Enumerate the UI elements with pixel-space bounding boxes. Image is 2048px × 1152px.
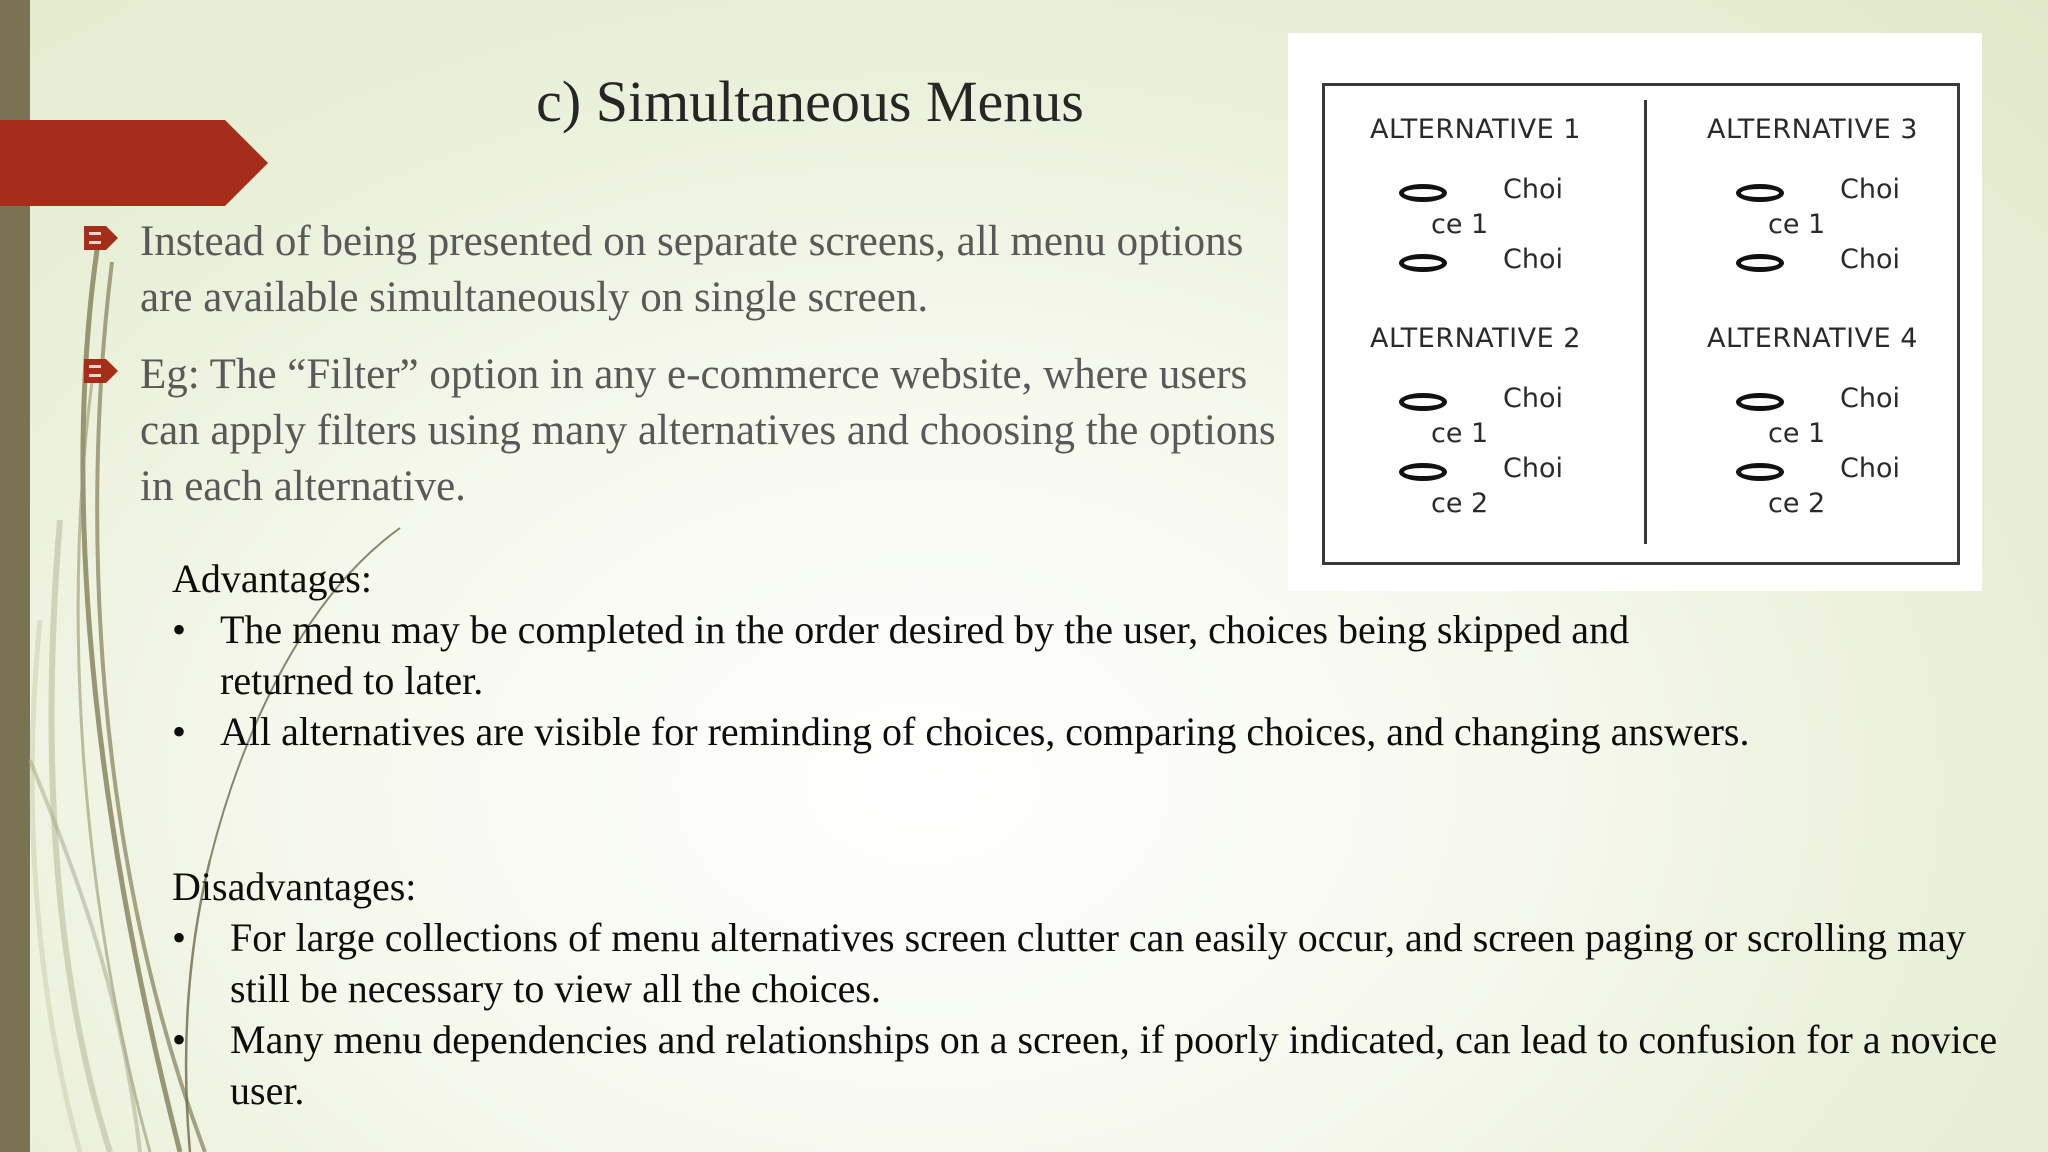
option-label-cont: ce 1 <box>1768 209 1826 240</box>
title-arrow-banner <box>0 120 270 206</box>
alternative-heading: ALTERNATIVE 2 <box>1370 323 1581 354</box>
disadvantage-item <box>172 1014 2012 1116</box>
advantage-item <box>172 706 1752 757</box>
bullet-dot: • <box>172 1017 187 1062</box>
option-label: Choi <box>1840 244 1900 275</box>
option-label-cont: ce 1 <box>1431 418 1489 449</box>
arrow-bullet-icon <box>84 359 118 383</box>
radio-icon[interactable] <box>1399 254 1447 272</box>
slide-title: c) Simultaneous Menus <box>536 69 1084 134</box>
option-label: Choi <box>1840 383 1900 414</box>
figure-divider <box>1644 100 1647 544</box>
option-label-cont: ce 2 <box>1431 488 1489 519</box>
arrow-bullet-icon <box>84 226 118 250</box>
alternative-heading: ALTERNATIVE 3 <box>1707 114 1918 145</box>
option-label-cont: ce 1 <box>1431 209 1489 240</box>
disadvantages-section <box>172 862 2012 1116</box>
bullet-dot: • <box>172 709 187 754</box>
main-bullet-list <box>84 214 1284 536</box>
radio-icon[interactable] <box>1399 184 1447 202</box>
bullet-dot: • <box>172 915 187 960</box>
disadvantage-item <box>172 912 2012 1014</box>
option-label-cont: ce 2 <box>1768 488 1826 519</box>
advantages-list <box>172 604 1752 757</box>
advantage-text: All alternatives are visible for reminding of choices, comparing choices, and changing answers. <box>220 709 1750 754</box>
main-bullet-item <box>84 347 1284 515</box>
alternative-heading: ALTERNATIVE 1 <box>1370 114 1581 145</box>
option-label: Choi <box>1503 383 1563 414</box>
disadvantages-list <box>172 912 2012 1116</box>
simultaneous-menu-figure <box>1288 33 1982 591</box>
radio-icon[interactable] <box>1736 463 1784 481</box>
main-bullet-item <box>84 214 1284 326</box>
advantages-section <box>172 554 1752 757</box>
main-bullet-text: Eg: The “Filter” option in any e-commerce website, where users can apply filters using many alternatives and choosing the options in each alternative. <box>140 351 1276 510</box>
radio-icon[interactable] <box>1736 254 1784 272</box>
radio-icon[interactable] <box>1736 393 1784 411</box>
option-label: Choi <box>1840 453 1900 484</box>
disadvantage-text: For large collections of menu alternatives screen clutter can easily occur, and screen paging or scrolling may still be necessary to view all the choices. <box>230 915 1966 1011</box>
disadvantage-text: Many menu dependencies and relationships on a screen, if poorly indicated, can lead to confusion for a novice user. <box>230 1017 1998 1113</box>
bullet-dot: • <box>172 607 187 652</box>
radio-icon[interactable] <box>1399 463 1447 481</box>
main-bullet-text: Instead of being presented on separate screens, all menu options are available simultaneously on single screen. <box>140 218 1244 321</box>
advantage-item <box>172 604 1752 706</box>
option-label: Choi <box>1503 174 1563 205</box>
alternative-heading: ALTERNATIVE 4 <box>1707 323 1918 354</box>
advantage-text: The menu may be completed in the order desired by the user, choices being skipped and returned to later. <box>220 607 1630 703</box>
figure-frame <box>1322 83 1960 565</box>
disadvantages-heading: Disadvantages: <box>172 864 417 909</box>
option-label: Choi <box>1840 174 1900 205</box>
option-label-cont: ce 1 <box>1768 418 1826 449</box>
option-label: Choi <box>1503 453 1563 484</box>
radio-icon[interactable] <box>1399 393 1447 411</box>
radio-icon[interactable] <box>1736 184 1784 202</box>
advantages-heading: Advantages: <box>172 556 372 601</box>
option-label: Choi <box>1503 244 1563 275</box>
